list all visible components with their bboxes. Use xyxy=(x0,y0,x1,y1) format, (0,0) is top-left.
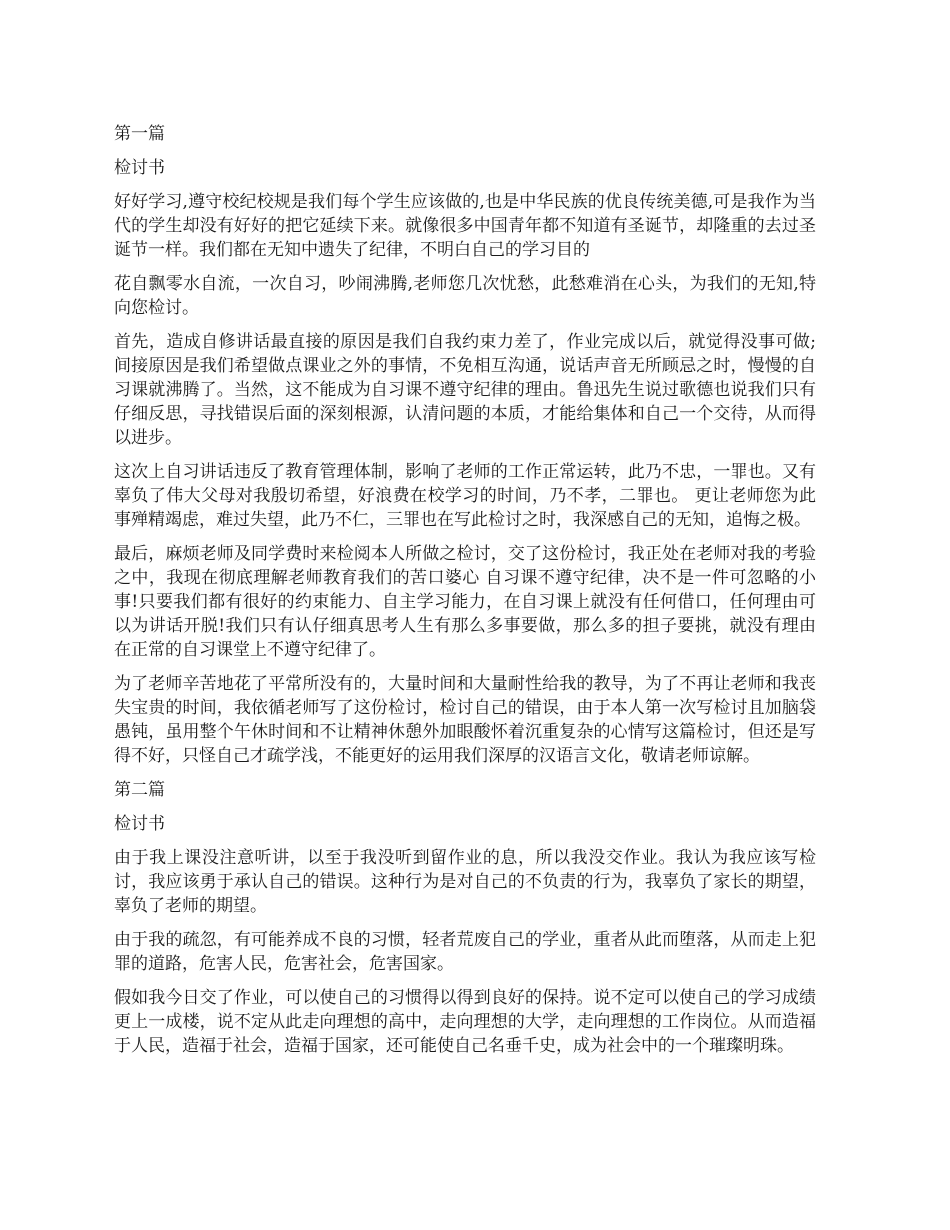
section2-paragraph-2: 由于我的疏忽，有可能养成不良的习惯，轻者荒废自己的学业，重者从此而堕落，从而走上犯罪的道路，危害人民，危害社会，危害国家。 xyxy=(114,930,816,974)
section1-paragraph-2: 花自飘零水自流，一次自习，吵闹沸腾,老师您几次忧愁，此愁难消在心头，为我们的无知,特向您检讨。 xyxy=(114,274,816,318)
section1-paragraph-6: 为了老师辛苦地花了平常所没有的，大量时间和大量耐性给我的教导，为了不再让老师和我丧失宝贵的时间，我依循老师写了这份检讨，检讨自己的错误，由于本人第一次写检讨且加脑袋愚钝，虽用整个午休时间和不让精神休憩外加眼酸怀着沉重复杂的心情写这篇检讨，但还是写得不好，只怪自己才疏学浅，不能更好的运用我们深厚的汉语言文化，敬请老师谅解。 xyxy=(114,674,816,766)
section1-paragraph-4: 这次上自习讲话违反了教育管理体制，影响了老师的工作正常运转，此乃不忠，一罪也。又有辜负了伟大父母对我殷切希望，好浪费在校学习的时间，乃不孝，二罪也。 更让老师您为此事殚精竭虑，难过失望，此乃不仁，三罪也在写此检讨之时，我深感自己的无知，追悔之极。 xyxy=(114,462,816,530)
section1-heading: 第一篇 xyxy=(114,124,165,144)
section1-paragraph-3: 首先，造成自修讲话最直接的原因是我们自我约束力差了，作业完成以后，就觉得没事可做;间接原因是我们希望做点课业之外的事情，不免相互沟通，说话声音无所顾忌之时，慢慢的自习课就沸腾了。当然，这不能成为自习课不遵守纪律的理由。鲁迅先生说过歌德也说我们只有仔细反思，寻找错误后面的深刻根源，认清问题的本质，才能给集体和自己一个交待，从而得以进步。 xyxy=(114,332,816,448)
section1-paragraph-1: 好好学习,遵守校纪校规是我们每个学生应该做的,也是中华民族的优良传统美德,可是我作为当代的学生却没有好好的把它延续下来。就像很多中国青年都不知道有圣诞节，却隆重的去过圣诞节一样。我们都在无知中遗失了纪律，不明白自己的学习目的 xyxy=(114,192,816,260)
section2-heading: 第二篇 xyxy=(114,780,165,800)
section1-title: 检讨书 xyxy=(114,158,165,178)
section2-paragraph-1: 由于我上课没注意听讲，以至于我没听到留作业的息，所以我没交作业。我认为我应该写检讨，我应该勇于承认自己的错误。这种行为是对自己的不负责的行为，我辜负了家长的期望，辜负了老师的期望。 xyxy=(114,848,816,916)
section2-paragraph-3: 假如我今日交了作业，可以使自己的习惯得以得到良好的保持。说不定可以使自己的学习成绩更上一成楼，说不定从此走向理想的高中，走向理想的大学，走向理想的工作岗位。从而造福于人民，造福于社会，造福于国家，还可能使自己名垂千史，成为社会中的一个璀璨明珠。 xyxy=(114,988,816,1056)
section1-paragraph-5: 最后，麻烦老师及同学费时来检阅本人所做之检讨，交了这份检讨，我正处在老师对我的考验之中，我现在彻底理解老师教育我们的苦口婆心 自习课不遵守纪律，决不是一件可忽略的小事!只要我们都有很好的约束能力、自主学习能力，在自习课上就没有任何借口，任何理由可以为讲话开脱!我们只有认仔细真思考人生有那么多事要做，那么多的担子要挑，就没有理由在正常的自习课堂上不遵守纪律了。 xyxy=(114,544,816,660)
section2-title: 检讨书 xyxy=(114,814,165,834)
